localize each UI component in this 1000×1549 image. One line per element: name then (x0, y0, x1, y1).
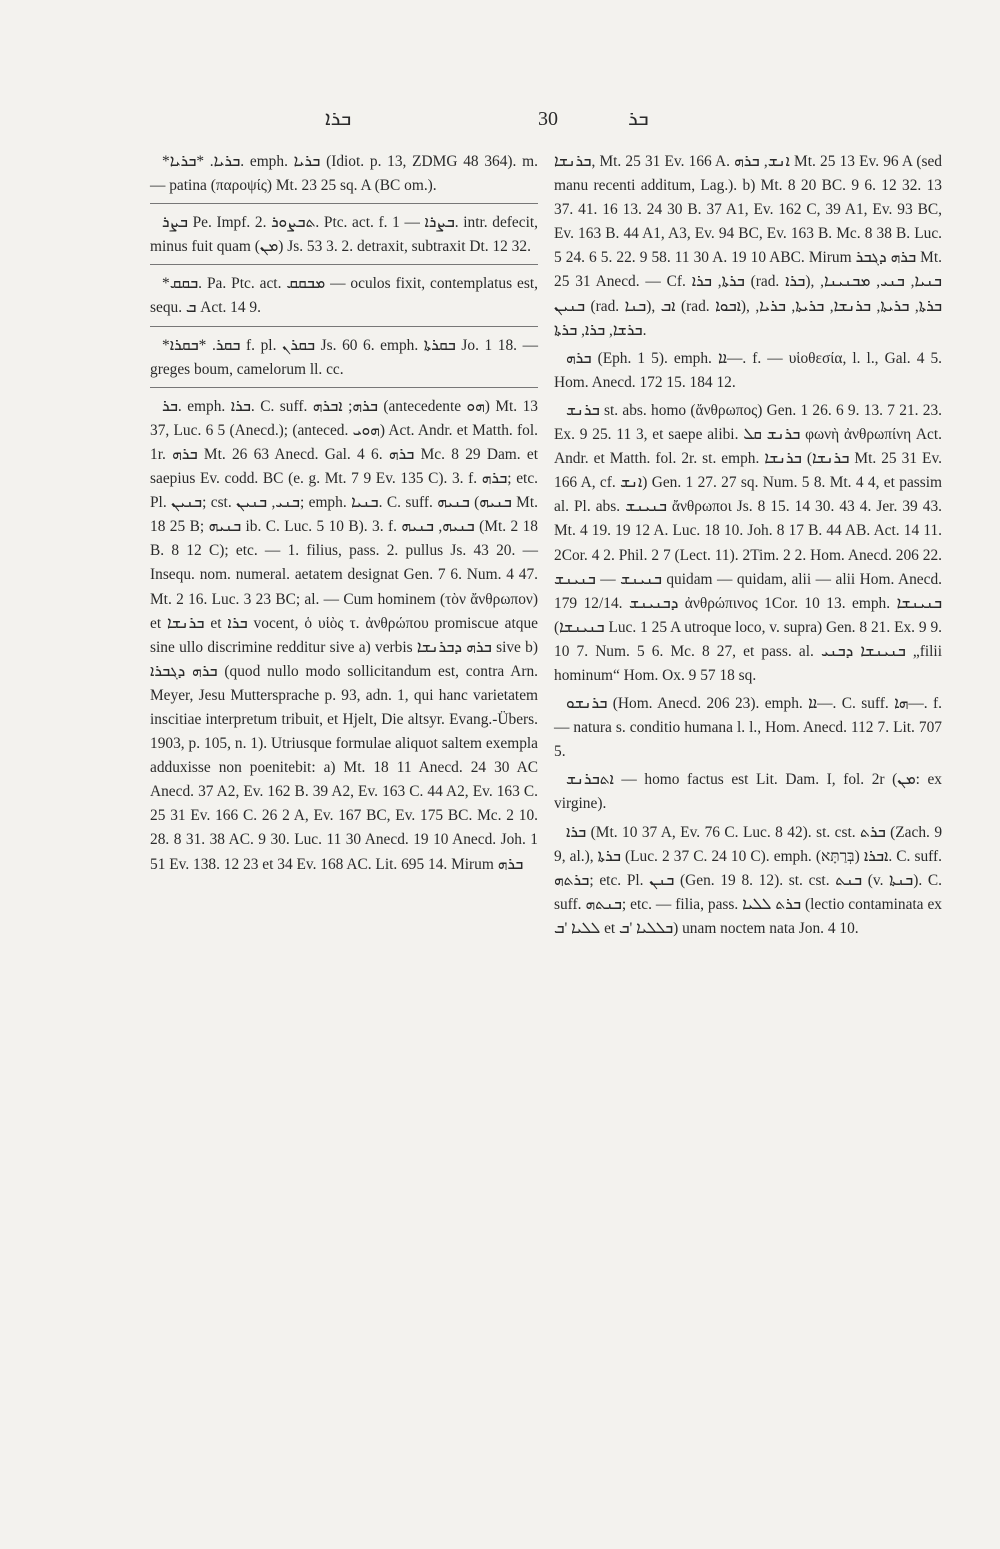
entry-paroxis: *ܒܪܝܐ. *ܒܪܝܐ. emph. ܒܪܝܐ (Idiot. p. 13, ZDMG 48 364). m. — patina (παροψίς) Mt. 23 25 sq. A (BC om.). (150, 153, 538, 195)
entry-huiothesia: ܒܪܗ (Eph. 1 5). emph. ܐܐ—. f. — υἱοθεσία, l. l., Gal. 4 5. Hom. Anecd. 172 15. 184 12. (554, 349, 942, 391)
right-column (554, 150, 942, 945)
entry-divider (150, 203, 538, 204)
entry-oculos-fixit: *ܒܩܩ. Pa. Ptc. act. ܡܒܩܩ — oculos fixit, contemplatus est, sequ. ܒ Act. 14 9. (150, 275, 538, 317)
entry-divider (150, 387, 538, 388)
running-head-left: ܒܪܐ (325, 108, 352, 130)
entry-filia: ܒܪܐ (Mt. 10 37 A, Ev. 76 C. Luc. 8 42). st. cst. ܒܪܬ (Zach. 9 9, al.), ܒܪܬܐ (Luc. 2 37 C. 24 10 C). emph. ܐܒܪܐ (בְּרַתָּא). C. suff. ܒܪܬܗ; etc. Pl. ܒܢܢ (Gen. 19 8. 12). st. cst. ܒܢܬ (v. ܒܢܬܐ). C. suff. ܒܢܬܗ; etc. — filia, pass. ܒܪܬ ܠܠܝܐ (lectio contaminata ex ܠܠܝܐ 'ܒ et ܒܠܠܝܐ 'ܒ) unam noctem nata Jon. 4 10. (554, 823, 943, 937)
entry-defecit: ܒܨܪ Pe. Impf. 2. ܬܒܨܘܪ. Ptc. act. f. ܒܨܪܐ — 1. intr. defecit, minus fuit quam (ܡܢ) Js. 53 3. 2. detraxit, subtraxit Dt. 12 32. (150, 214, 538, 256)
entry-continuation: ܒܪܢܫܐ, Mt. 25 31 Ev. 166 A. ܐܢܫ, ܒܪܗ Mt. 25 13 Ev. 96 A (sed manu recenti additum, Lag.). b) Mt. 8 20 BC. 9 6. 12 32. 13 37. 41. 16 13. 24 30 B. 37 A1, Ev. 162 C, 39 A1, Ev. 93 BC, Ev. 163 B. 44 A1, A3, Ev. 94 BC, Ev. 163 B. Mc. 8 38 B. Luc. 5 24. 6 5. 22. 9 58. 11 30 A. 19 10 ABC. Mirum ܒܪܗ ܕܓܒܪ Mt. 25 31 Anecd. — Cf. ܒܪܬܐ, ܒܪܐ (rad. ܒܪܐ), ܒܢܝܐ, ܒܢܝ, ܡܒܢܝܢܐ, ܒܢܝܢ (rad. ܒܢܐ), ܐܒ (rad. ܐܒܘܐ), ܒܪܬܐ, ܒܪܝܬܐ, ܒܪܢܫܐ, ܒܪܝܬܐ, ܒܪܝܐ, ܒܪܫܐ, ܒܪܐ, ܒܪܬܐ. (554, 153, 942, 339)
entry-greges: *ܒܩܪ. *ܒܩܪܐ f. pl. ܒܩܪܢ Js. 60 6. emph. ܒܩܪܬܐ Jo. 1 18. — greges boum, camelorum ll. cc. (150, 336, 538, 378)
entry-homo: ܒܪܢܫ st. abs. homo (ἄνθρωπος) Gen. 1 26. 6 9. 13. 7 21. 23. Ex. 9 25. 11 3, et saepe alibi. ܒܪܢܫ ܩܠ φωνὴ ἀνθρωπίνη Act. Andr. et Matth. fol. 2r. st. emph. ܒܪܢܫܐ (ܒܪܢܫܐ Mt. 25 31 Ev. 166 A, cf. ܐܢܫ) Gen. 1 27. 27 sq. Num. 5 8. Mt. 4 4, et passim al. Pl. abs. ܒܢܝܢܫ ἄνθρωποι Js. 8 15. 14 30. 43 4. Jer. 39 43. Mt. 4 19. 19 12 A. Luc. 18 10. Joh. 8 17 B. 44 AB. Act. 14 11. 2Cor. 4 2. Phil. 2 7 (Lect. 11). 2Tim. 2 2. Hom. Anecd. 206 22. ܒܢܝܢܫ — ܒܢܝܢܫ quidam — quidam, alii — alii Hom. Anecd. 179 12/14. ܕܒܢܝܢܫ ἀνθρώπινος 1Cor. 10 13. emph. ܒܢܝܢܫܐ (ܒܢܝܢܫܐ Luc. 1 25 A utroque loco, v. supra) Gen. 8 21. Ex. 9 9. 10 7. Num. 5 6. Mc. 8 27, et pass. al. ܒܢܝܢܫܐ ܕܒܢܝ „filii hominum“ Hom. Ox. 9 57 18 sq. (554, 401, 943, 684)
entry-divider (150, 264, 538, 265)
entry-homo-factus: ܐܬܒܪܢܫ — homo factus est Lit. Dam. I, fol. 2r (ܡܢ: ex virgine). (554, 771, 942, 813)
entry-divider (150, 326, 538, 327)
running-head-right: ܒܪ (628, 108, 649, 130)
entry-natura: ܒܪܢܫܘ (Hom. Anecd. 206 23). emph. ܐܐ—. C. suff. ܗܐ—. f. — natura s. conditio humana l. l., Hom. Anecd. 112 7. Lit. 707 5. (554, 695, 943, 761)
page-number: 30 (538, 108, 558, 130)
entry-filius: ܒܪ. emph. ܒܪܐ. C. suff. ܒܪܗ; ܐܒܪܗ (antecedente ܗܘ) Mt. 13 37, Luc. 6 5 (Anecd.); (anteced. ܗܘܝ) Act. Andr. et Matth. fol. 1r. ܒܪܗ Mt. 26 63 Anecd. Gal. 4 6. ܒܪܗ Mc. 8 29 Dam. et saepius Ev. codd. BC (e. g. Mt. 7 9 Ev. 135 C). 3. f. ܒܪܗ; etc. Pl. ܒܢܝܢ; cst. ܒܢܝ, ܒܢܝܢ; emph. ܒܢܝܐ. C. suff. ܒܢܝܗ (ܒܢܝܗ Mt. 18 25 B; ܒܢܝܗ ib. C. Luc. 5 10 B). 3. f. ܒܢܝܗ, ܒܢܝܗ (Mt. 2 18 B. 8 12 C); etc. — 1. filius, pass. 2. pullus Js. 43 20. — Insequ. nom. numeral. aetatem designat Gen. 7 6. Num. 4 47. Mt. 2 16. Luc. 3 23 BC; al. — Cum hominem (τὸν ἄνθρωπον) et ܒܪܢܫܐ et ܒܪܐ vocent, ὁ υἱὸς τ. ἀνθρώπου promiscue atque sine ullo discrimine redditur sive a) verbis ܒܪܗ ܕܒܪܢܫܐ sive b) ܒܪܗ ܕܓܒܪܐ (quod nullo modo sollicitandum est, contra Arn. Meyer, Jesu Muttersprache p. 93, adn. 1, qui hanc varietatem inscitiae interpretum tribuit, et Hjelt, Die altsyr. Evang.-Übers. 1903, p. 105, n. 1). Utriusque formulae aliquot saltem exempla adduxisse non poenitebit: a) Mt. 18 11 Anecd. 24 30 AC Anecd. 37 A2, Ev. 162 B. 39 A2, Ev. 163 C. 44 A2, Ev. 163 C. 25 31 Ev. 166 C. 26 2 A, Ev. 167 BC, Ev. 175 BC. Mc. 2 10. 28. 8 31. 38 AC. 9 30. Luc. 11 30 Anecd. 19 10 Anecd. Joh. 1 51 Ev. 138. 12 23 et 34 Ev. 168 AC. Lit. 695 14. Mirum ܒܪܗ (150, 397, 539, 873)
left-column (150, 150, 538, 881)
